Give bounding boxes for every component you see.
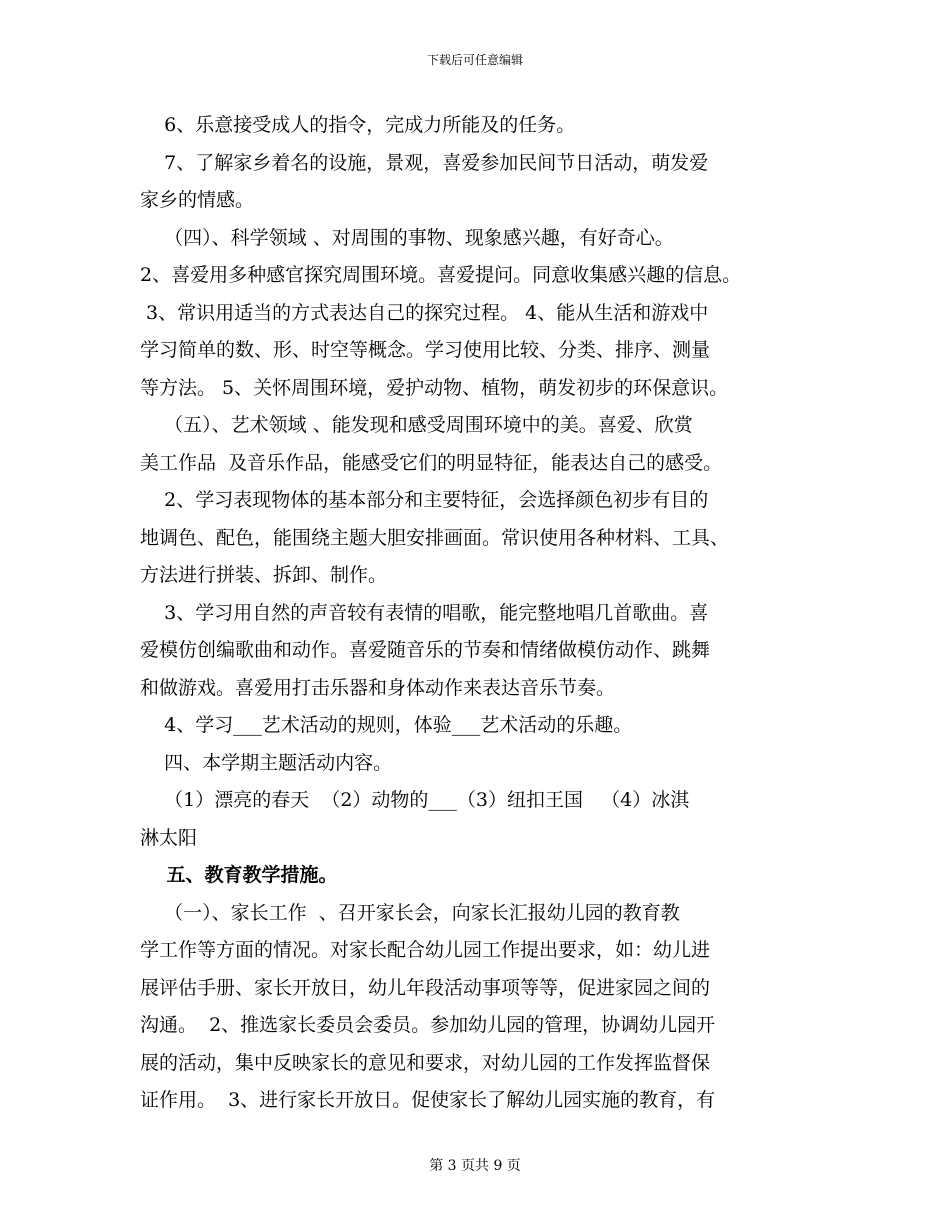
- text-line: 证作用。 3、进行家长开放日。促使家长了解幼儿园实施的教育，有: [140, 1089, 716, 1111]
- text-line: 2、喜爱用多种感官探究周围环境。喜爱提问。同意收集感兴趣的信息。: [140, 264, 742, 286]
- text-line: （一）、家长工作 、召开家长会，向家长汇报幼儿园的教育教: [140, 901, 680, 924]
- page-header: 下载后可任意编辑: [426, 53, 523, 67]
- body-text: [140, 107, 820, 1120]
- text-line: 7、了解家乡着名的设施，景观，喜爱参加民间节日活动，萌发爱: [140, 151, 709, 174]
- text-line: 学习简单的数、形、时空等概念。学习使用比较、分类、排序、测量: [140, 339, 711, 361]
- text-line: （1）漂亮的春天 （2）动物的___（3）纽扣王国 （4）冰淇: [140, 789, 690, 811]
- text-line: 美工作品 及音乐作品，能感受它们的明显特征，能表达自己的感受。: [140, 451, 723, 474]
- text-line: 展的活动，集中反映家长的意见和要求，对幼儿园的工作发挥监督保: [140, 1051, 711, 1074]
- text-line: 6、乐意接受成人的指令，完成力所能及的任务。: [140, 114, 576, 136]
- section-heading: 五、教育教学措施。: [140, 864, 338, 886]
- text-line: 家乡的情感。: [140, 189, 255, 211]
- text-line: 3、常识用适当的方式表达自己的探究过程。 4、能从生活和游戏中: [140, 301, 709, 324]
- text-line: 3、学习用自然的声音较有表情的唱歌，能完整地唱几首歌曲。喜: [140, 601, 709, 624]
- text-line: （四）、科学领域 、对周围的事物、现象感兴趣，有好奇心。: [140, 226, 674, 249]
- text-line: 方法进行拼装、拆卸、制作。: [140, 564, 388, 586]
- text-line: 展评估手册、家长开放日，幼儿年段活动事项等等，促进家园之间的: [140, 976, 711, 999]
- text-line: 地调色、配色，能围绕主题大胆安排画面。常识使用各种材料、工具、: [140, 526, 730, 549]
- text-line: 2、学习表现物体的基本部分和主要特征，会选择颜色初步有目的: [140, 489, 709, 511]
- text-line: 等方法。 5、关怀周围环境，爱护动物、植物，萌发初步的环保意识。: [140, 376, 729, 399]
- text-line: 淋太阳: [140, 826, 198, 849]
- text-line: 四、本学期主题活动内容。: [140, 751, 393, 774]
- text-line: 学工作等方面的情况。对家长配合幼儿园工作提出要求，如：幼儿进: [140, 939, 711, 961]
- page-footer: 第 3 页共 9 页: [429, 1158, 521, 1174]
- text-line: 沟通。 2、推选家长委员会委员。参加幼儿园的管理，协调幼儿园开: [140, 1014, 716, 1036]
- text-line: 爱模仿创编歌曲和动作。喜爱随音乐的节奏和情绪做模仿动作、跳舞: [140, 639, 711, 661]
- text-line: 和做游戏。喜爱用打击乐器和身体动作来表达音乐节奏。: [140, 676, 616, 699]
- text-line: （五）、艺术领域 、能发现和感受周围环境中的美。喜爱、欣赏: [140, 414, 693, 436]
- text-line: 4、学习___艺术活动的规则，体验___艺术活动的乐趣。: [140, 714, 633, 736]
